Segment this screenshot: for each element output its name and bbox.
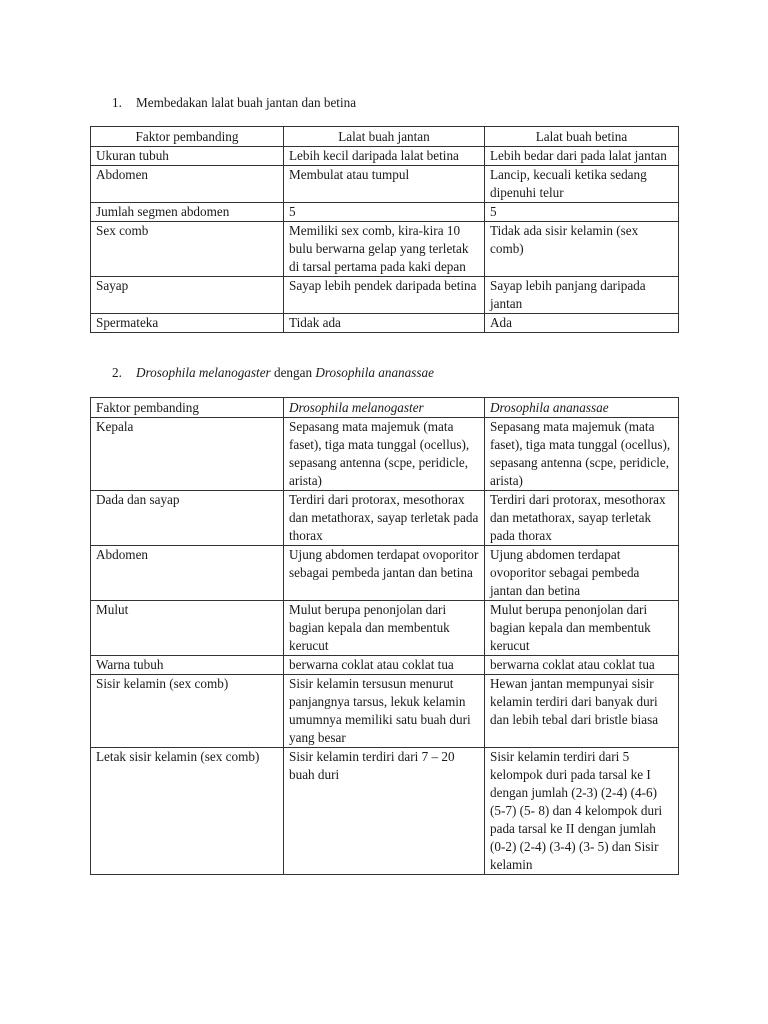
- table-cell: Terdiri dari protorax, mesothorax dan metathorax, sayap terletak pada thorax: [284, 491, 485, 546]
- section-2-connector: dengan: [270, 365, 316, 380]
- table-cell: Sayap: [91, 277, 284, 314]
- table-row: [91, 203, 679, 222]
- table-cell: Sepasang mata majemuk (mata faset), tiga mata tunggal (ocellus), sepasang antenna (scpe, peridicle, arista): [284, 418, 485, 491]
- section-2-species-2: Drosophila ananassae: [315, 365, 434, 380]
- table-cell: Tidak ada: [284, 314, 485, 333]
- table-cell: Spermateka: [91, 314, 284, 333]
- section-1-heading: [112, 94, 356, 112]
- table-cell: Abdomen: [91, 546, 284, 601]
- table-cell: Mulut berupa penonjolan dari bagian kepala dan membentuk kerucut: [284, 601, 485, 656]
- table-cell: Hewan jantan mempunyai sisir kelamin terdiri dari banyak duri dan lebih tebal dari bristle biasa: [485, 675, 679, 748]
- table-cell: Sisir kelamin (sex comb): [91, 675, 284, 748]
- table-row: [91, 166, 679, 203]
- table-row: [91, 418, 679, 491]
- table-row: [91, 277, 679, 314]
- table-cell: Sepasang mata majemuk (mata faset), tiga mata tunggal (ocellus), sepasang antenna (scpe, peridicle, arista): [485, 418, 679, 491]
- table-cell: Ujung abdomen terdapat ovoporitor sebagai pembeda jantan dan betina: [284, 546, 485, 601]
- table-cell: Lebih kecil daripada lalat betina: [284, 147, 485, 166]
- column-header: Lalat buah jantan: [284, 127, 485, 147]
- table-cell: Memiliki sex comb, kira-kira 10 bulu berwarna gelap yang terletak di tarsal pertama pada kaki depan: [284, 222, 485, 277]
- table-row: [91, 147, 679, 166]
- table-row: [91, 656, 679, 675]
- table-cell: Abdomen: [91, 166, 284, 203]
- table-cell: Ujung abdomen terdapat ovoporitor sebagai pembeda jantan dan betina: [485, 546, 679, 601]
- table-cell: Dada dan sayap: [91, 491, 284, 546]
- table-cell: Mulut: [91, 601, 284, 656]
- table-cell: Lebih bedar dari pada lalat jantan: [485, 147, 679, 166]
- table-cell: Sex comb: [91, 222, 284, 277]
- table-cell: 5: [284, 203, 485, 222]
- table-cell: berwarna coklat atau coklat tua: [485, 656, 679, 675]
- section-1-number: 1.: [112, 95, 122, 110]
- table-cell: Sayap lebih panjang daripada jantan: [485, 277, 679, 314]
- column-header: Faktor pembanding: [91, 127, 284, 147]
- table-cell: Warna tubuh: [91, 656, 284, 675]
- table-cell: Sisir kelamin tersusun menurut panjangnya tarsus, lekuk kelamin umumnya memiliki satu buah duri yang besar: [284, 675, 485, 748]
- table-row: [91, 491, 679, 546]
- table-cell: Jumlah segmen abdomen: [91, 203, 284, 222]
- table-cell: Terdiri dari protorax, mesothorax dan metathorax, sayap terletak pada thorax: [485, 491, 679, 546]
- table-cell: Kepala: [91, 418, 284, 491]
- section-2-heading: [112, 364, 434, 382]
- table-cell: Tidak ada sisir kelamin (sex comb): [485, 222, 679, 277]
- table-cell: Sisir kelamin terdiri dari 7 – 20 buah duri: [284, 748, 485, 875]
- table-cell: Letak sisir kelamin (sex comb): [91, 748, 284, 875]
- section-2-species-1: Drosophila melanogaster: [136, 365, 271, 380]
- table-header-row: [91, 127, 679, 147]
- column-header: Lalat buah betina: [485, 127, 679, 147]
- table-row: [91, 601, 679, 656]
- table-cell: 5: [485, 203, 679, 222]
- table-row: [91, 675, 679, 748]
- table-row: [91, 748, 679, 875]
- table-male-female-comparison: [90, 126, 679, 333]
- table-cell: Ada: [485, 314, 679, 333]
- section-2-number: 2.: [112, 365, 122, 380]
- table-cell: Mulut berupa penonjolan dari bagian kepala dan membentuk kerucut: [485, 601, 679, 656]
- table-cell: Sisir kelamin terdiri dari 5 kelompok duri pada tarsal ke I dengan jumlah (2-3) (2-4) (4-6) (5-7) (5- 8) dan 4 kelompok duri pada tarsal ke II dengan jumlah (0-2) (2-4) (3-4) (3- 5) dan Sisir kelamin: [485, 748, 679, 875]
- table-cell: berwarna coklat atau coklat tua: [284, 656, 485, 675]
- section-1-title: Membedakan lalat buah jantan dan betina: [136, 95, 357, 110]
- table-cell: Membulat atau tumpul: [284, 166, 485, 203]
- table-cell: Lancip, kecuali ketika sedang dipenuhi telur: [485, 166, 679, 203]
- table-row: [91, 314, 679, 333]
- table-header-row: [91, 398, 679, 418]
- column-header: Faktor pembanding: [91, 398, 284, 418]
- table-cell: Ukuran tubuh: [91, 147, 284, 166]
- table-cell: Sayap lebih pendek daripada betina: [284, 277, 485, 314]
- column-header: Drosophila ananassae: [485, 398, 679, 418]
- table-row: [91, 222, 679, 277]
- column-header: Drosophila melanogaster: [284, 398, 485, 418]
- table-row: [91, 546, 679, 601]
- table-species-comparison: [90, 397, 679, 875]
